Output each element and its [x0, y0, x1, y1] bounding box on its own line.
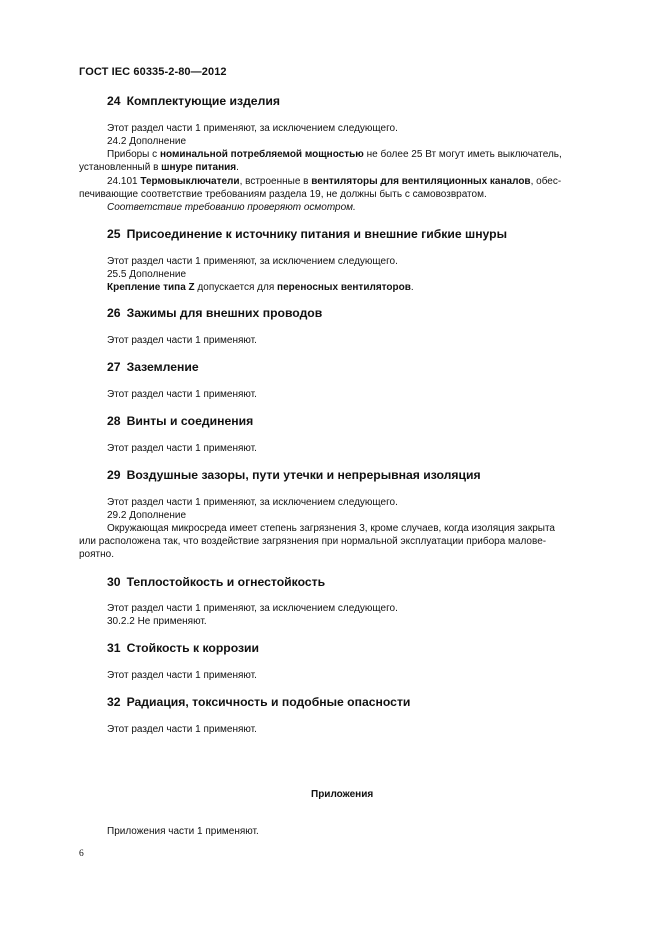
section-28-heading: 28 Винты и соединения — [107, 414, 254, 428]
section-29-intro: Этот раздел части 1 применяют, за исключением следующего. — [107, 497, 398, 508]
clause-29-2-text-3: роятно. — [79, 549, 114, 560]
clause-29-2: 29.2 Дополнение — [107, 510, 187, 521]
section-31-heading: 31 Стойкость к коррозии — [107, 641, 260, 655]
section-27-heading: 27 Заземление — [107, 360, 199, 374]
section-26-text: Этот раздел части 1 применяют. — [107, 335, 257, 346]
section-29-heading: 29 Воздушные зазоры, пути утечки и непрерывная изоляция — [107, 468, 481, 482]
appendix-title: Приложения — [311, 789, 374, 800]
section-26-heading: 26 Зажимы для внешних проводов — [107, 306, 323, 320]
compliance-note: Соответствие требованию проверяют осмотром. — [107, 202, 356, 213]
section-27-text: Этот раздел части 1 применяют. — [107, 389, 257, 400]
section-25-intro: Этот раздел части 1 применяют, за исключением следующего. — [107, 256, 398, 267]
section-28-text: Этот раздел части 1 применяют. — [107, 443, 257, 454]
clause-25-5: 25.5 Дополнение — [107, 269, 187, 280]
clause-24-2-text-1: Приборы с номинальной потребляемой мощностью не более 25 Вт могут иметь выключатель, — [107, 149, 562, 160]
clause-24-2: 24.2 Дополнение — [107, 136, 187, 147]
appendix-text: Приложения части 1 применяют. — [107, 826, 259, 837]
clause-24-101-text-1: 24.101 Термовыключатели, встроенные в вентиляторы для вентиляционных каналов, обес- — [107, 176, 562, 187]
section-30-intro: Этот раздел части 1 применяют, за исключением следующего. — [107, 603, 398, 614]
section-32-heading: 32 Радиация, токсичность и подобные опасности — [107, 695, 411, 709]
clause-29-2-text-2: или расположена так, что воздействие загрязнения при нормальной эксплуатации прибора малове- — [79, 536, 547, 547]
section-24-heading: 24 Комплектующие изделия — [107, 94, 280, 108]
section-32-text: Этот раздел части 1 применяют. — [107, 724, 257, 735]
section-30-heading: 30 Теплостойкость и огнестойкость — [107, 575, 326, 589]
section-24-intro: Этот раздел части 1 применяют, за исключением следующего. — [107, 123, 398, 134]
clause-30-2-2: 30.2.2 Не применяют. — [107, 616, 207, 627]
clause-25-5-text: Крепление типа Z допускается для переносных вентиляторов. — [107, 282, 414, 293]
clause-24-101-text-2: печивающие соответствие требованиям раздела 19, не должны быть с самовозвратом. — [79, 189, 487, 200]
clause-29-2-text-1: Окружающая микросреда имеет степень загрязнения 3, кроме случаев, когда изоляция закрыта — [107, 523, 555, 534]
document-header: ГОСТ IEC 60335-2-80—2012 — [79, 66, 227, 78]
page-number: 6 — [79, 849, 84, 859]
clause-24-2-text-2: установленный в шнуре питания. — [79, 162, 239, 173]
section-31-text: Этот раздел части 1 применяют. — [107, 670, 257, 681]
section-25-heading: 25 Присоединение к источнику питания и внешние гибкие шнуры — [107, 227, 508, 241]
